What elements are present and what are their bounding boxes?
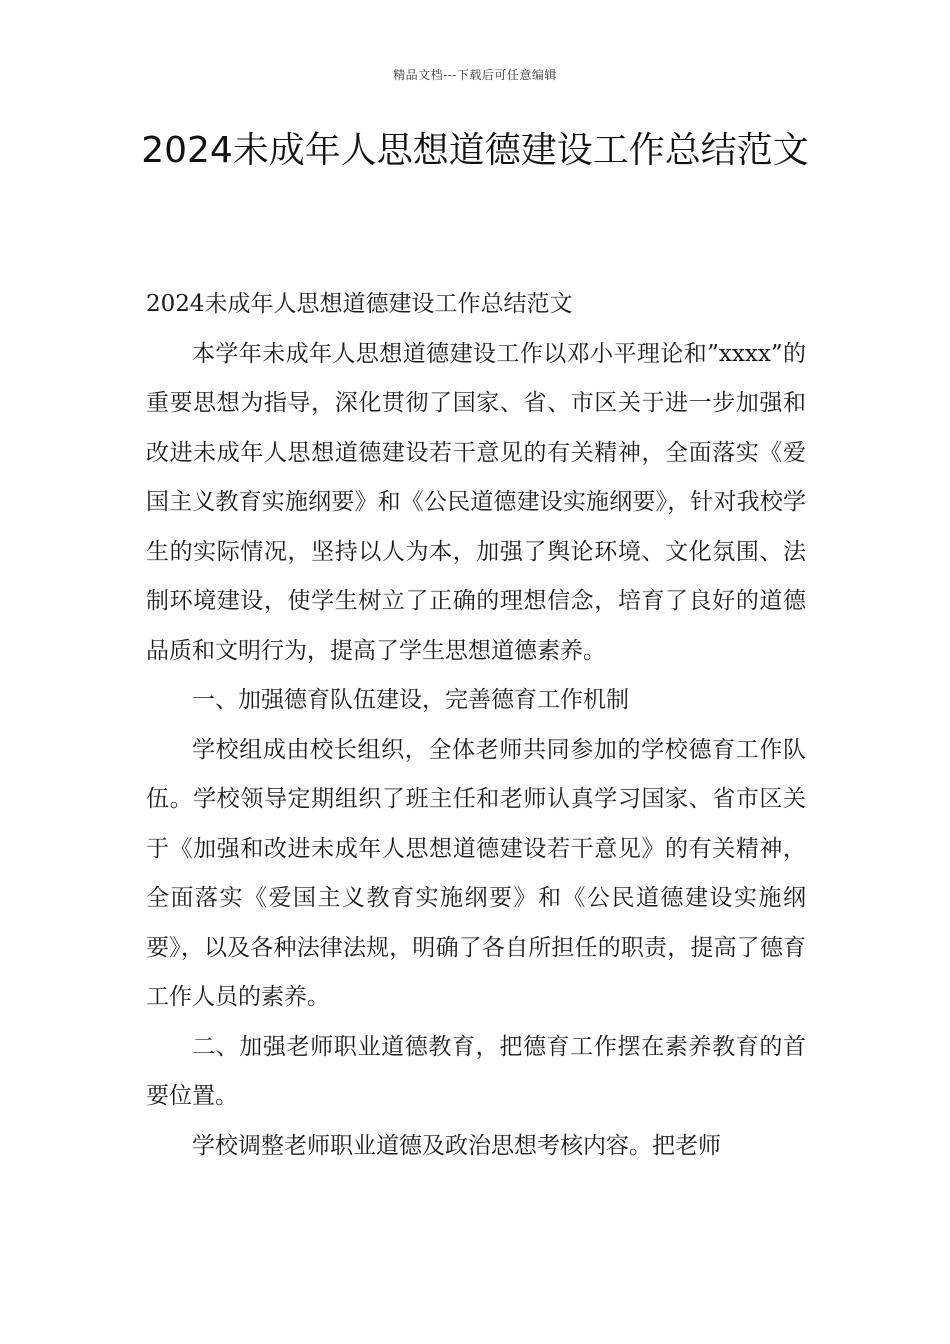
document-title: 2024未成年人思想道德建设工作总结范文 [141,130,809,171]
section-heading-2: 二、加强老师职业道德教育，把德育工作摆在素养教育的首要位置。 [146,1033,806,1109]
document-body [146,280,806,1171]
paragraph-section-1: 学校组成由校长组织，全体老师共同参加的学校德育工作队伍。学校领导定期组织了班主任和老师认真学习国家、省市区关于《加强和改进未成年人思想道德建设若干意见》的有关精神，全面落实《爱国主义教育实施纲要》和《公民道德建设实施纲要》，以及各种法律法规，明确了各自所担任的职责，提高了德育工作人员的素养。 [146,736,806,1010]
header-note: 精品文档---下载后可任意编辑 [393,68,557,82]
document-subtitle: 2024未成年人思想道德建设工作总结范文 [146,291,573,317]
paragraph-section-2: 学校调整老师职业道德及政治思想考核内容。把老师 [192,1132,721,1159]
paragraph-intro: 本学年未成年人思想道德建设工作以邓小平理论和”xxxx”的重要思想为指导，深化贯彻了国家、省、市区关于进一步加强和改进未成年人思想道德建设若干意见的有关精神，全面落实《爱国主义教育实施纲要》和《公民道德建设实施纲要》，针对我校学生的实际情况，坚持以人为本，加强了舆论环境、文化氛围、法制环境建设，使学生树立了正确的理想信念，培育了良好的道德品质和文明行为，提高了学生思想道德素养。 [146,340,806,664]
section-heading-1: 一、加强德育队伍建设，完善德育工作机制 [192,687,629,713]
